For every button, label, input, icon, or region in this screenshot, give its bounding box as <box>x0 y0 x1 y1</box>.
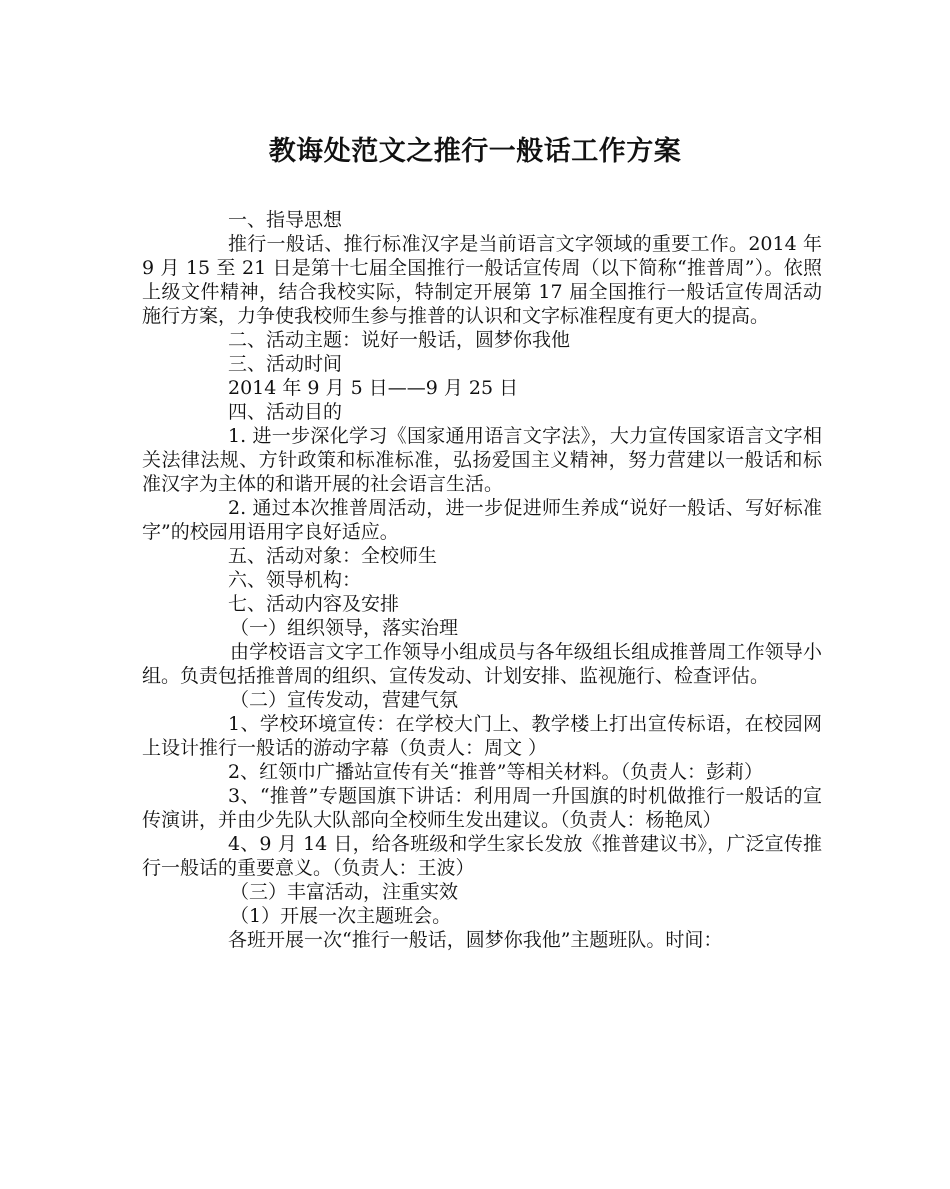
paragraph-publicity-1: 1、学校环境宣传：在学校大门上、教学楼上打出宣传标语，在校园网上设计推行一般话的游动字幕（负责人：周文 ） <box>142 713 822 759</box>
paragraph-publicity-2: 2、红领巾广播站宣传有关“推普”等相关材料。（负责人：彭莉） <box>228 761 764 783</box>
paragraph-publicity-3: 3、“推普”专题国旗下讲话：利用周一升国旗的时机做推行一般话的宣传演讲，并由少先队大队部向全校师生发出建议。（负责人：杨艳凤） <box>142 785 822 831</box>
paragraph-intro: 推行一般话、推行标准汉字是当前语言文字领域的重要工作。2014 年 9 月 15 至 21 日是第十七届全国推行一般话宣传周（以下简称“推普周”）。依照上级文件精神，结合我校实际，特制定开展第 17 届全国推行一般话宣传周活动施行方案，力争使我校师生参与推普的认识和文字标准程度有更大的提高。 <box>142 233 822 327</box>
heading-activity-target: 五、活动对象：全校师生 <box>228 545 438 567</box>
paragraph-purpose-2: 2. 通过本次推普周活动，进一步促进师生养成“说好一般话、写好标准字”的校园用语用字良好适应。 <box>142 497 822 543</box>
paragraph-class-meeting: 各班开展一次“推行一般话，圆梦你我他”主题班队。时间： <box>228 929 723 951</box>
heading-activity-purpose: 四、活动目的 <box>228 401 343 423</box>
paragraph-organization: 由学校语言文字工作领导小组成员与各年级组长组成推普周工作领导小组。负责包括推普周的组织、宣传发动、计划安排、监视施行、检查评估。 <box>142 641 822 687</box>
subheading-publicity: （二）宣传发动，营建气氛 <box>230 689 459 711</box>
heading-guiding-ideology: 一、指导思想 <box>228 209 343 231</box>
subheading-class-meeting: （1）开展一次主题班会。 <box>230 905 452 927</box>
heading-activity-theme: 二、活动主题：说好一般话，圆梦你我他 <box>228 329 571 351</box>
paragraph-publicity-4: 4、9 月 14 日，给各班级和学生家长发放《推普建议书》，广泛宣传推行一般话的重要意义。（负责人：王波） <box>142 833 822 879</box>
heading-activity-time: 三、活动时间 <box>228 353 343 375</box>
document-body <box>142 208 822 952</box>
paragraph-activity-dates: 2014 年 9 月 5 日——9 月 25 日 <box>228 377 519 399</box>
heading-leadership: 六、领导机构： <box>228 569 362 591</box>
paragraph-purpose-1: 1. 进一步深化学习《国家通用语言文字法》，大力宣传国家语言文字相关法律法规、方针政策和标准标准，弘扬爱国主义精神，努力营建以一般话和标准汉字为主体的和谐开展的社会语言生活。 <box>142 425 822 495</box>
subheading-activities: （三）丰富活动，注重实效 <box>230 881 459 903</box>
document-title: 教诲处范文之推行一般话工作方案 <box>268 136 682 167</box>
heading-content-arrangement: 七、活动内容及安排 <box>228 593 400 615</box>
subheading-organization: （一）组织领导，落实治理 <box>230 617 459 639</box>
